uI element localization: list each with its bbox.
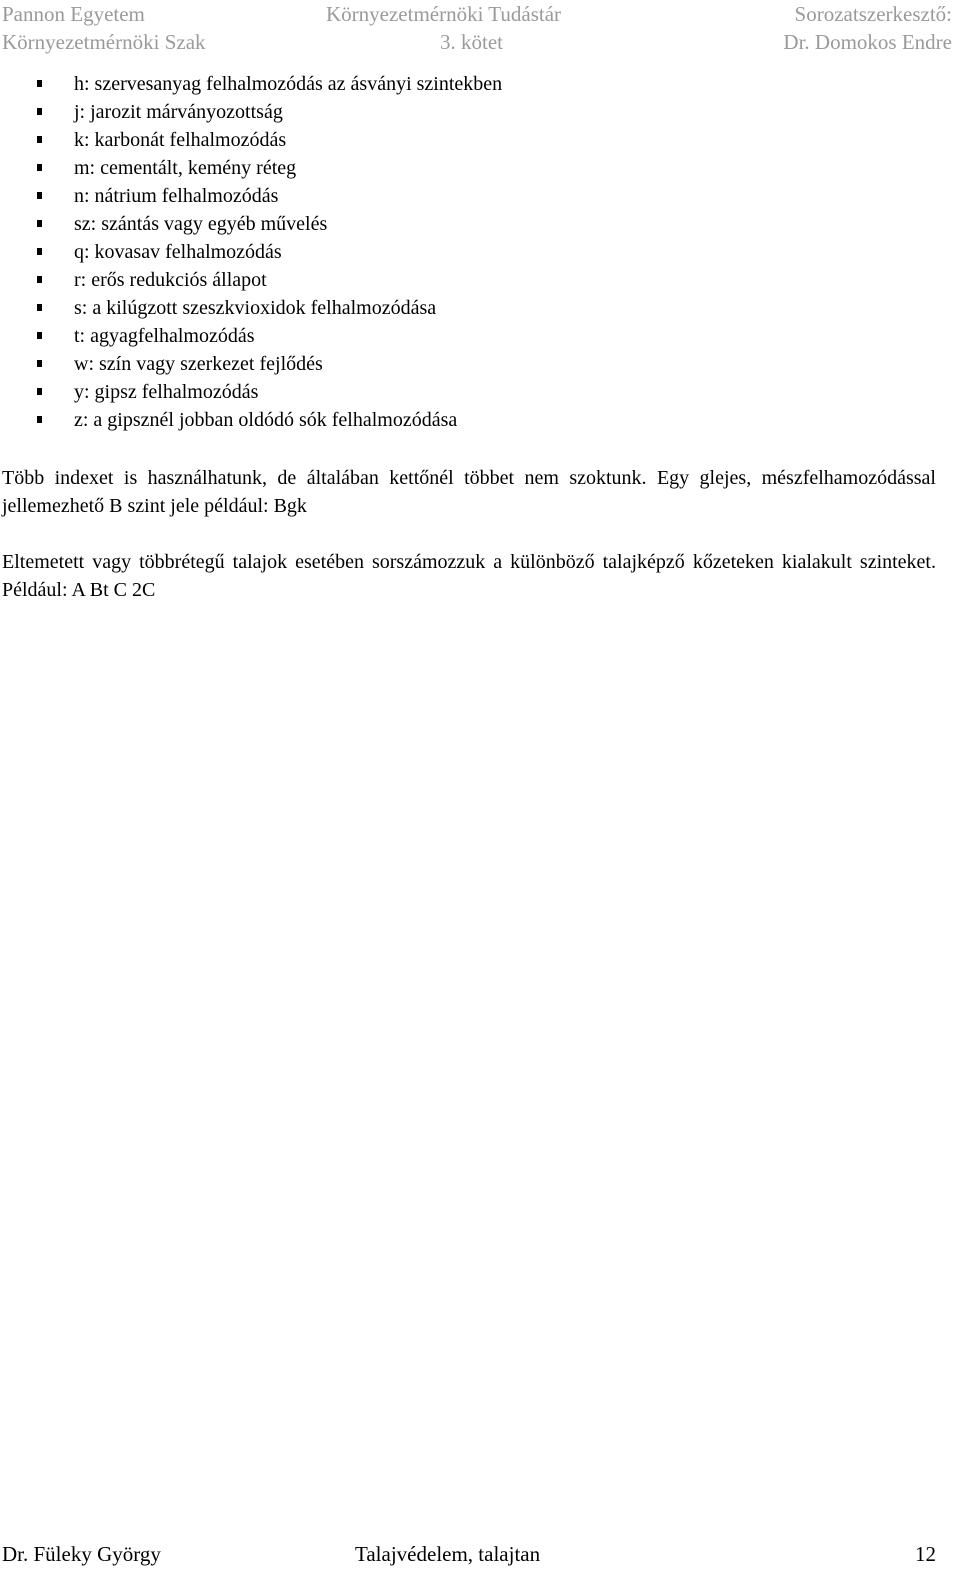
square-bullet-icon	[37, 192, 42, 199]
header-institution	[2, 0, 206, 56]
square-bullet-icon	[37, 164, 42, 171]
square-bullet-icon	[37, 80, 42, 87]
page-number: 12	[915, 1542, 936, 1566]
header-editor-name: Dr. Domokos Endre	[783, 30, 952, 54]
list-item	[0, 406, 960, 434]
list-item	[0, 154, 960, 182]
list-item	[0, 350, 960, 378]
list-item-text: w: szín vagy szerkezet fejlődés	[74, 353, 323, 375]
list-item	[0, 98, 960, 126]
square-bullet-icon	[37, 276, 42, 283]
list-item	[0, 322, 960, 350]
list-item-text: h: szervesanyag felhalmozódás az ásványi szintekben	[74, 73, 503, 95]
square-bullet-icon	[37, 136, 42, 143]
page-header	[0, 0, 960, 58]
list-item-text: t: agyagfelhalmozódás	[74, 325, 255, 347]
square-bullet-icon	[37, 304, 42, 311]
list-item	[0, 294, 960, 322]
list-item	[0, 266, 960, 294]
square-bullet-icon	[37, 108, 42, 115]
header-volume: 3. kötet	[440, 30, 503, 54]
header-editor-label: Sorozatszerkesztő:	[794, 2, 952, 26]
list-item-text: q: kovasav felhalmozódás	[74, 241, 282, 263]
square-bullet-icon	[37, 416, 42, 423]
footer-title: Talajvédelem, talajtan	[355, 1542, 541, 1566]
page-footer	[0, 1540, 960, 1570]
list-item-text: r: erős redukciós állapot	[74, 269, 267, 291]
horizon-suffix-list	[0, 70, 960, 434]
square-bullet-icon	[37, 248, 42, 255]
list-item-text: s: a kilúgzott szeszkvioxidok felhalmozódása	[74, 297, 437, 319]
list-item-text: m: cementált, kemény réteg	[74, 157, 297, 179]
list-item-text: j: jarozit márványozottság	[74, 101, 283, 123]
header-program: Környezetmérnöki Szak	[2, 30, 206, 54]
header-university: Pannon Egyetem	[2, 2, 145, 26]
list-item-text: y: gipsz felhalmozódás	[74, 381, 259, 403]
list-item	[0, 378, 960, 406]
square-bullet-icon	[37, 332, 42, 339]
list-item	[0, 238, 960, 266]
list-item	[0, 70, 960, 98]
list-item	[0, 182, 960, 210]
list-item-text: z: a gipsznél jobban oldódó sók felhalmozódása	[74, 409, 458, 431]
body-paragraph-indexes: Több indexet is használhatunk, de általában kettőnél többet nem szoktunk. Egy glejes, mészfelhamozódással jellemezhető B szint jele például: Bgk	[2, 467, 936, 517]
list-item	[0, 210, 960, 238]
body-paragraph-buried-soils: Eltemetett vagy többrétegű talajok esetében sorszámozzuk a különböző talajképző kőzeteken kialakult szinteket. Például: A Bt C 2C	[2, 551, 936, 601]
square-bullet-icon	[37, 388, 42, 395]
list-item-text: k: karbonát felhalmozódás	[74, 129, 287, 151]
list-item	[0, 126, 960, 154]
list-item-text: n: nátrium felhalmozódás	[74, 185, 279, 207]
square-bullet-icon	[37, 220, 42, 227]
square-bullet-icon	[37, 360, 42, 367]
header-series	[326, 0, 561, 56]
footer-author: Dr. Füleky György	[2, 1542, 161, 1566]
header-series-title: Környezetmérnöki Tudástár	[326, 2, 562, 26]
header-editor	[783, 0, 952, 56]
list-item-text: sz: szántás vagy egyéb művelés	[74, 213, 328, 235]
